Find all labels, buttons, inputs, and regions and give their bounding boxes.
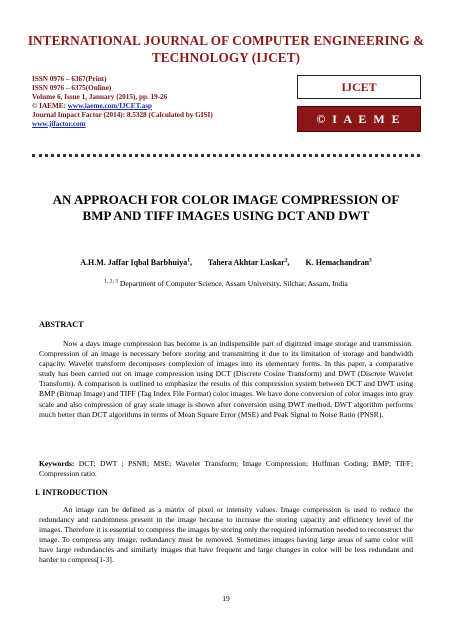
affiliation-mark: 1, 2, 3 (104, 278, 119, 285)
introduction-heading: I. INTRODUCTION (35, 488, 108, 497)
ijcet-brand-box: IJCET (297, 75, 421, 99)
impact-factor: Journal Impact Factor (2014): 8.5328 (Calculated by GISI) (32, 110, 213, 119)
iaeme-line (32, 102, 292, 111)
journal-title-line-1: INTERNATIONAL JOURNAL OF COMPUTER ENGINEERING & (27, 33, 425, 48)
journal-info-block (32, 75, 292, 128)
page-number: 19 (222, 594, 230, 603)
paper-title-line-2: BMP AND TIFF IMAGES USING DCT AND DWT (82, 208, 370, 223)
author-name: A.H.M. Jaffar Iqbal Barbhuiya (80, 258, 188, 267)
journal-title (14, 32, 438, 66)
iaeme-link[interactable]: www.iaeme.com/IJCET.asp (67, 101, 153, 110)
keywords-text: DCT; DWT ; PSNR; MSE; Wavelet Transform; Image Compression; Huffman Coding; BMP; TIFF; Compression ratio. (39, 459, 413, 479)
keywords (39, 459, 413, 479)
volume-issue: Volume 6, Issue 1, January (2015), pp. 19-26 (32, 92, 168, 101)
issn-print: ISSN 0976 – 6367(Print) (32, 75, 107, 83)
jifactor-link[interactable]: www.jifactor.com (32, 119, 86, 128)
author-affiliation-mark: 3 (369, 257, 372, 264)
keywords-label: Keywords: (39, 459, 75, 468)
iaeme-prefix: © IAEME: (32, 101, 68, 110)
iaeme-brand-box: © I A E M E (297, 106, 421, 132)
author-separator: , (287, 258, 290, 267)
header-divider (32, 154, 420, 157)
author-name: Tahera Akhtar Laskar (207, 258, 285, 267)
paper-title-line-1: AN APPROACH FOR COLOR IMAGE COMPRESSION OF (52, 192, 400, 207)
journal-title-line-2: TECHNOLOGY (IJCET) (151, 50, 301, 65)
affiliation-text: Department of Computer Science, Assam University, Silchar, Assam, India (118, 279, 348, 288)
author-list (20, 258, 432, 267)
author-affiliation-mark: 1 (187, 257, 190, 264)
issn-online: ISSN 0976 – 6375(Online) (32, 83, 112, 92)
abstract-heading: ABSTRACT (39, 320, 84, 329)
author-affiliation-mark: 2 (284, 257, 288, 264)
author-name: K. Hemachandran (305, 258, 370, 267)
introduction-body: An image can be defined as a matrix of pixel or intensity values. Image compression is used to reduce the redundancy and randomness present in the image because to increase the storing capacity and efficiency level of the images. Therefore it is essential to compress the images by storing only the required information needed to reconstruct the image. To compress any image, redundancy must be removed. Sometimes images having large areas of same color will have large redundancies and similarly images that have frequent and large changes in color will be less redundant and harder to compress[1-3]. (39, 505, 413, 565)
affiliation (20, 279, 432, 288)
abstract-body: Now a days image compression has become is an indispensible part of digitized image storage and transmission. Compression of an image is necessary before storing and transmitting it due to its limitation of storage and bandwidth capacity. Wavelet transform decomposes complexion of images into its elementary forms. In this paper, a comparative study has been carried out on image compression using DCT (Discrete Cosine Transform) and DWT (Discrete Wavelet Transform). A comparison is outlined to emphasize the results of this compression system between DCT and DWT using BMP (Bitmap Image) and TIFF (Tag Index File Format) color images. We have done conversion of color images into gray scale and also compression of gray scale image is shown after conversion using DWT method. DWT algorithm performs much better than DCT algorithms in terms of Mean Square Error (MSE) and Peak Signal to Noise Ratio (PNSR). (39, 339, 413, 419)
author-separator: , (189, 258, 192, 267)
paper-title (26, 192, 426, 224)
